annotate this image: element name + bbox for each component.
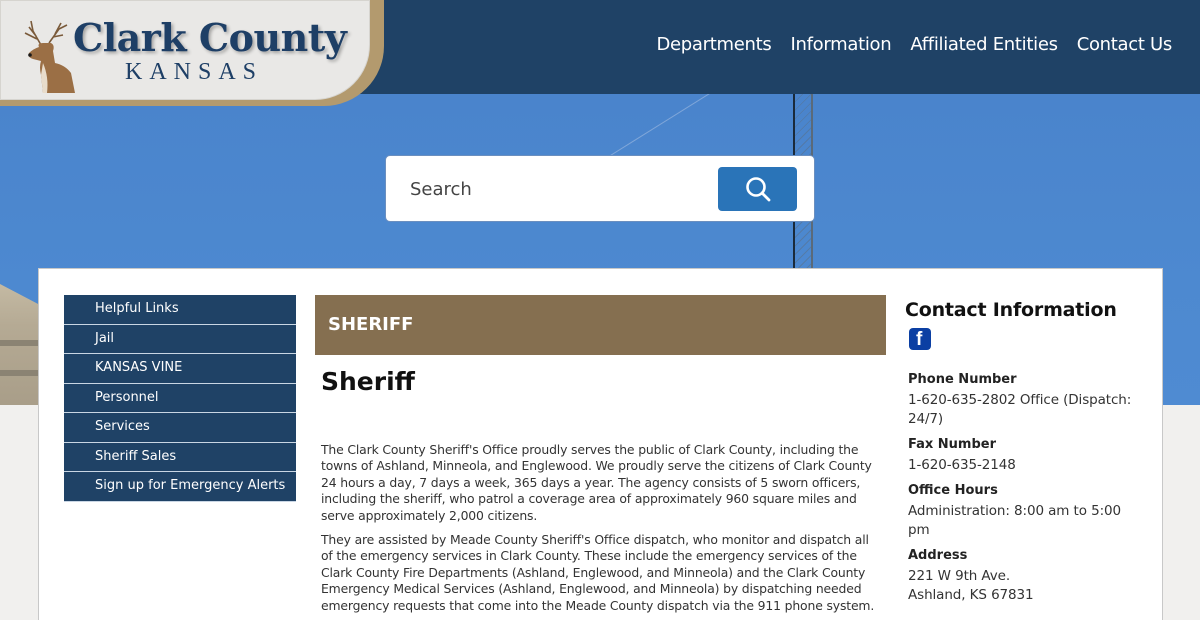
logo-link[interactable]: [0, 0, 384, 106]
search-input[interactable]: [410, 174, 710, 204]
intro-paragraph: The Clark County Sheriff's Office proudly serves the public of Clark County, including the towns of Ashland, Minneola, and Englewood. We proudly serve the citizens of Clark County 24 hours a day, 7 days a week, 365 days a year. The agency consists of 5 sworn officers, including the sheriff, who patrol a coverage area of approximately 960 square miles and serve approximately 2,000 citizens.: [321, 442, 872, 523]
search-button[interactable]: [718, 167, 797, 211]
search-icon: [744, 175, 772, 203]
sidebar-item-kansas-vine[interactable]: KANSAS VINE: [64, 354, 296, 384]
search-bar: [385, 155, 815, 222]
logo-title: Clark County: [73, 15, 347, 60]
phone-value: 1-620-635-2802 Office (Dispatch: 24/7): [908, 392, 1132, 427]
hours-value: Administration: 8:00 am to 5:00 pm: [908, 503, 1122, 538]
nav-affiliated-entities[interactable]: Affiliated Entities: [910, 34, 1058, 55]
fax-label: Fax Number: [908, 437, 997, 452]
address-label: Address: [908, 548, 968, 563]
building-image: [0, 270, 40, 405]
facebook-link[interactable]: [909, 328, 931, 350]
nav-departments[interactable]: Departments: [656, 34, 772, 55]
nav-information[interactable]: Information: [790, 34, 892, 55]
dispatch-paragraph: They are assisted by Meade County Sheriff's Office dispatch, who monitor and dispatch all of the emergency services in Clark County. These include the emergency services of the Clark County Fire Departments (Ashland, Englewood, and Minneola) and the Clark County Emergency Medical Services (Ashland, Englewood, and Minneola) by dispatching needed emergency requests that come into the Meade County dispatch via the 911 phone system.: [321, 532, 875, 613]
main-nav: [656, 34, 1172, 55]
main-content: [315, 295, 886, 614]
building-ledge: [0, 340, 40, 346]
sidebar-item-services[interactable]: Services: [64, 413, 296, 443]
sidebar-item-helpful-links[interactable]: Helpful Links: [64, 295, 296, 325]
sidebar-item-personnel[interactable]: Personnel: [64, 384, 296, 414]
sidebar-item-emergency-alerts[interactable]: Sign up for Emergency Alerts: [64, 472, 296, 502]
address-line-2: Ashland, KS 67831: [908, 587, 1034, 603]
logo-subtitle: KANSAS: [125, 59, 264, 85]
nav-contact-us[interactable]: Contact Us: [1076, 34, 1172, 55]
contact-information: [905, 299, 1145, 605]
sidebar-item-jail[interactable]: Jail: [64, 325, 296, 355]
address-line-1: 221 W 9th Ave.: [908, 568, 1011, 584]
building-ledge: [0, 370, 40, 376]
contact-title: Contact Information: [905, 299, 1117, 321]
phone-label: Phone Number: [908, 372, 1017, 387]
logo: [0, 0, 370, 100]
deer-logo-icon: [19, 17, 79, 93]
section-banner: SHERIFF: [315, 295, 886, 355]
sidebar-nav: [64, 295, 296, 502]
content-panel: [38, 268, 1163, 620]
sidebar-item-sheriff-sales[interactable]: Sheriff Sales: [64, 443, 296, 473]
hours-label: Office Hours: [908, 483, 998, 498]
fax-value: 1-620-635-2148: [908, 457, 1016, 473]
facebook-icon: f: [916, 329, 923, 350]
page-title: Sheriff: [321, 367, 415, 396]
